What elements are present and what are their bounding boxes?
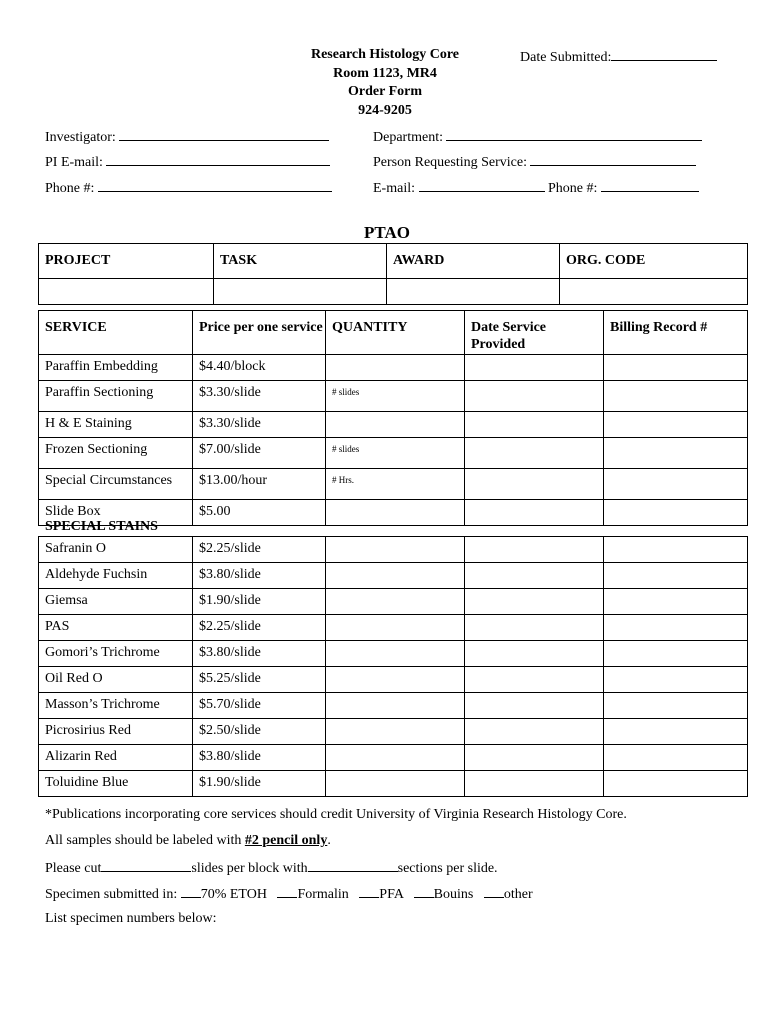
ptao-award-cell[interactable] [387,279,560,305]
quantity-cell[interactable] [326,693,465,719]
quantity-cell[interactable] [326,500,465,526]
quantity-cell[interactable]: # slides [326,438,465,469]
table-row [39,438,748,469]
service-price: $3.30/slide [193,412,326,438]
label-note-text: All samples should be labeled with [45,833,245,848]
stain-name: Aldehyde Fuchsin [39,563,193,589]
billing-cell[interactable] [604,615,748,641]
service-price: $4.40/block [193,355,326,381]
core-name: Research Histology Core [310,47,459,62]
stain-name: Masson’s Trichrome [39,693,193,719]
table-row [39,412,748,438]
date-cell[interactable] [465,615,604,641]
date-submitted-line[interactable] [611,47,717,61]
phone2-line[interactable] [601,178,699,192]
table-row [39,537,748,563]
quantity-cell[interactable] [326,589,465,615]
label-note-emphasis: #2 pencil only [244,833,328,848]
quantity-cell[interactable]: # slides [326,381,465,412]
table-row [39,615,748,641]
formalin-blank[interactable] [277,885,297,898]
billing-cell[interactable] [604,412,748,438]
service-price: $13.00/hour [193,469,326,500]
ptao-header-task: TASK [214,244,387,279]
stain-price: $2.25/slide [193,615,326,641]
phone2-label: Phone #: [548,181,598,196]
quantity-cell[interactable] [326,355,465,381]
billing-cell[interactable] [604,355,748,381]
billing-cell[interactable] [604,641,748,667]
pi-email-label: PI E-mail: [45,155,103,170]
billing-cell[interactable] [604,500,748,526]
billing-cell[interactable] [604,693,748,719]
quantity-cell[interactable] [326,667,465,693]
date-cell[interactable] [465,500,604,526]
billing-cell[interactable] [604,381,748,412]
date-submitted-label: Date Submitted: [520,50,612,65]
stain-name: Oil Red O [39,667,193,693]
table-row [39,693,748,719]
person-requesting-label: Person Requesting Service: [373,155,527,170]
stain-name: Gomori’s Trichrome [39,641,193,667]
date-cell[interactable] [465,469,604,500]
investigator-label: Investigator: [45,130,116,145]
special-stains-table [38,536,748,797]
date-cell[interactable] [465,719,604,745]
bouins-option: Bouins [433,887,474,902]
ptao-header-award: AWARD [387,244,560,279]
service-name: Slide Box [39,500,193,526]
etoh-option: 70% ETOH [200,887,267,902]
other-blank[interactable] [484,885,504,898]
form-header [300,46,470,120]
ptao-project-cell[interactable] [39,279,214,305]
quantity-cell[interactable] [326,719,465,745]
date-cell[interactable] [465,537,604,563]
services-table [38,310,748,526]
stain-price: $3.80/slide [193,563,326,589]
table-row [39,719,748,745]
service-price: $7.00/slide [193,438,326,469]
date-cell[interactable] [465,693,604,719]
email-line[interactable] [419,178,545,192]
formalin-option: Formalin [297,887,349,902]
slides-per-block-blank[interactable] [101,859,191,872]
billing-cell[interactable] [604,719,748,745]
quantity-cell[interactable] [326,771,465,797]
service-price: $3.30/slide [193,381,326,412]
ptao-task-cell[interactable] [214,279,387,305]
date-cell[interactable] [465,438,604,469]
person-requesting-field[interactable] [373,152,696,171]
table-row [39,667,748,693]
form-title: Order Form [348,84,422,99]
stain-price: $3.80/slide [193,745,326,771]
quantity-cell[interactable] [326,745,465,771]
table-row [39,355,748,381]
cut-mid-label: slides per block with [191,861,308,876]
specimen-label: Specimen submitted in: [45,887,178,902]
investigator-field[interactable] [45,127,329,146]
table-row [39,469,748,500]
date-cell[interactable] [465,667,604,693]
stain-name: Toluidine Blue [39,771,193,797]
email-label: E-mail: [373,181,415,196]
billing-cell[interactable] [604,745,748,771]
price-header: Price per one service [193,311,326,355]
date-cell[interactable] [465,355,604,381]
table-row [39,563,748,589]
service-name: Special Circumstances [39,469,193,500]
quantity-cell[interactable]: # Hrs. [326,469,465,500]
bouins-blank[interactable] [414,885,434,898]
ptao-table [38,243,748,305]
date-cell[interactable] [465,589,604,615]
service-header: SERVICE [39,311,193,355]
stain-name: Picrosirius Red [39,719,193,745]
phone-line[interactable] [98,178,332,192]
stain-price: $1.90/slide [193,771,326,797]
specimen-submitted [45,885,533,903]
specimen-list-label: List specimen numbers below: [45,911,217,926]
stain-name: PAS [39,615,193,641]
investigator-line[interactable] [119,127,329,141]
stain-name: Safranin O [39,537,193,563]
ptao-header-project: PROJECT [39,244,214,279]
ptao-title: PTAO [364,223,410,242]
date-cell[interactable] [465,745,604,771]
other-option: other [503,887,533,902]
stain-price: $2.25/slide [193,537,326,563]
quantity-header: QUANTITY [326,311,465,355]
phone-number: 924-9205 [358,102,412,118]
label-note [45,833,331,849]
cut-pre-label: Please cut [45,861,102,876]
phone-field[interactable] [45,178,332,197]
department-label: Department: [373,130,443,145]
quantity-cell[interactable] [326,537,465,563]
table-row [39,771,748,797]
department-line[interactable] [446,127,702,141]
stain-price: $5.25/slide [193,667,326,693]
service-name: Paraffin Embedding [39,355,193,381]
stain-price: $2.50/slide [193,719,326,745]
sections-per-slide-blank[interactable] [308,859,398,872]
table-row [39,745,748,771]
service-name: Paraffin Sectioning [39,381,193,412]
stain-name: Alizarin Red [39,745,193,771]
billing-cell[interactable] [604,469,748,500]
billing-record-header: Billing Record # [604,311,748,355]
service-name: H & E Staining [39,412,193,438]
pi-email-field[interactable] [45,152,330,171]
cut-instructions [45,859,498,877]
pfa-option: PFA [379,887,404,902]
pi-email-line[interactable] [106,152,330,166]
date-cell[interactable] [465,412,604,438]
table-row [39,589,748,615]
table-row [39,641,748,667]
stain-price: $3.80/slide [193,641,326,667]
room-number: Room 1123, MR4 [333,65,437,81]
quantity-cell[interactable] [326,641,465,667]
stain-name: Giemsa [39,589,193,615]
date-cell[interactable] [465,381,604,412]
department-field[interactable] [373,127,702,146]
quantity-cell[interactable] [326,615,465,641]
billing-cell[interactable] [604,438,748,469]
billing-cell[interactable] [604,563,748,589]
email-field[interactable] [373,178,699,197]
publication-note: *Publications incorporating core services should credit University of Virginia Research Histology Core. [45,807,627,822]
cut-post-label: sections per slide. [397,861,498,876]
stain-price: $5.70/slide [193,693,326,719]
ptao-org-code-cell[interactable] [560,279,748,305]
quantity-cell[interactable] [326,412,465,438]
date-submitted-field[interactable] [520,47,717,66]
stain-price: $1.90/slide [193,589,326,615]
phone-label: Phone #: [45,181,95,196]
date-cell[interactable] [465,641,604,667]
pfa-blank[interactable] [359,885,379,898]
table-row [39,381,748,412]
service-name: Frozen Sectioning [39,438,193,469]
special-stains-label: SPECIAL STAINS [45,519,158,534]
date-cell[interactable] [465,771,604,797]
etoh-blank[interactable] [181,885,201,898]
quantity-cell[interactable] [326,563,465,589]
ptao-header-org-code: ORG. CODE [560,244,748,279]
service-price: $5.00 [193,500,326,526]
date-provided-header: Date Service Provided [465,311,604,355]
billing-cell[interactable] [604,771,748,797]
billing-cell[interactable] [604,589,748,615]
billing-cell[interactable] [604,667,748,693]
billing-cell[interactable] [604,537,748,563]
date-cell[interactable] [465,563,604,589]
person-requesting-line[interactable] [530,152,696,166]
label-note-end: . [327,833,331,848]
